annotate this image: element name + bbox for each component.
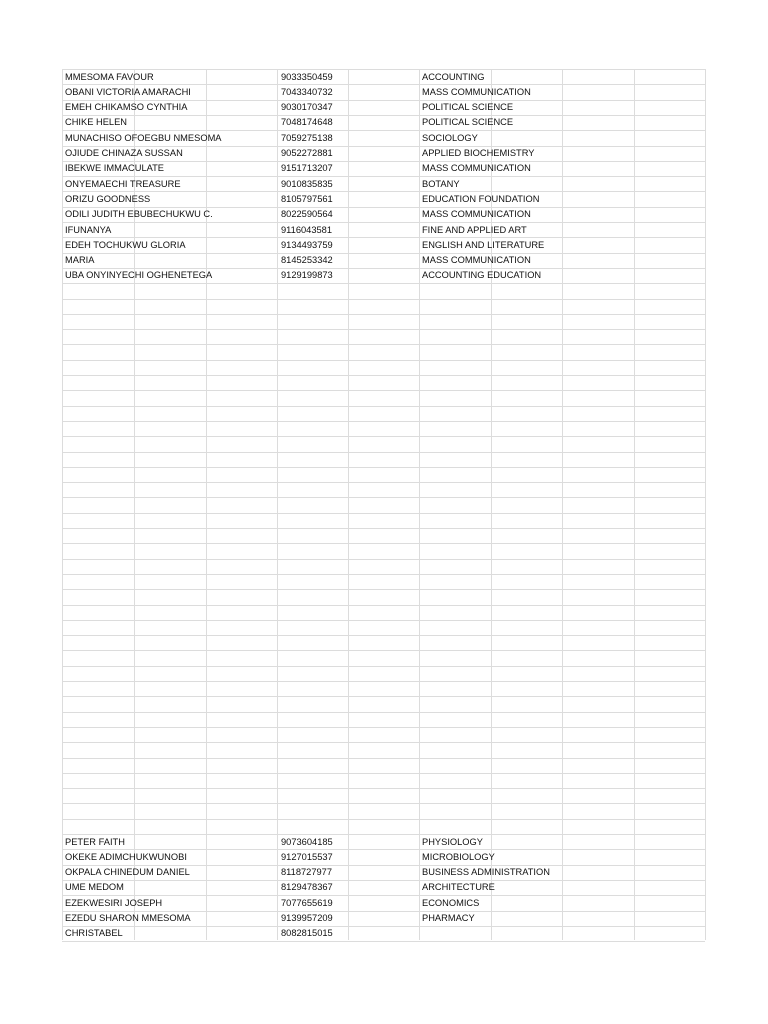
name-cell[interactable]: ONYEMAECHI TREASURE	[65, 178, 181, 189]
phone-cell[interactable]: 9139957209	[281, 913, 333, 923]
grid-column-line	[277, 69, 278, 940]
department-cell[interactable]: APPLIED BIOCHEMISTRY	[422, 148, 535, 158]
name-cell[interactable]: UBA ONYINYECHI OGHENETEGA	[65, 270, 213, 281]
grid-row-line	[62, 406, 705, 407]
grid-row-line	[62, 635, 705, 636]
grid-row-line	[62, 482, 705, 483]
department-cell[interactable]: MASS COMMUNICATION	[422, 163, 531, 174]
name-cell[interactable]: IFUNANYA	[65, 224, 112, 235]
department-cell[interactable]: ARCHITECTURE	[422, 882, 495, 893]
grid-row-line	[62, 314, 705, 315]
phone-cell[interactable]: 9129199873	[281, 270, 333, 281]
grid-row-line	[62, 742, 705, 743]
phone-cell[interactable]: 8129478367	[281, 882, 333, 893]
name-cell[interactable]: MMESOMA FAVOUR	[65, 71, 154, 82]
phone-cell[interactable]: 9127015537	[281, 851, 333, 862]
grid-column-line	[634, 69, 635, 940]
name-cell[interactable]: MUNACHISO OFOEGBU NMESOMA	[65, 132, 222, 143]
grid-row-line	[62, 773, 705, 774]
phone-cell[interactable]: 7059275138	[281, 132, 333, 143]
grid-row-line	[62, 727, 705, 728]
grid-row-line	[62, 452, 705, 453]
grid-row-line	[62, 941, 705, 942]
phone-cell[interactable]: 8022590564	[281, 209, 333, 220]
grid-row-line	[62, 803, 705, 804]
grid-column-line	[206, 69, 207, 940]
grid-row-line	[62, 513, 705, 514]
grid-row-line	[62, 559, 705, 560]
grid-row-line	[62, 390, 705, 391]
grid-row-line	[62, 543, 705, 544]
name-cell[interactable]: EMEH CHIKAMSO CYNTHIA	[65, 102, 188, 113]
grid-row-line	[62, 589, 705, 590]
department-cell[interactable]: FINE AND APPLIED ART	[422, 224, 527, 235]
department-cell[interactable]: BOTANY	[422, 178, 460, 189]
name-cell[interactable]: EDEH TOCHUKWU GLORIA	[65, 239, 186, 250]
grid-row-line	[62, 467, 705, 468]
grid-row-line	[62, 819, 705, 820]
name-cell[interactable]: ODILI JUDITH EBUBECHUKWU C.	[65, 209, 213, 220]
department-cell[interactable]: ACCOUNTING EDUCATION	[422, 270, 542, 281]
grid-row-line	[62, 528, 705, 529]
department-cell[interactable]: ENGLISH AND LITERATURE	[422, 239, 545, 250]
phone-cell[interactable]: 8082815015	[281, 928, 333, 939]
department-cell[interactable]: PHARMACY	[422, 913, 475, 923]
grid-row-line	[62, 360, 705, 361]
grid-column-line	[705, 69, 706, 940]
grid-row-line	[62, 299, 705, 300]
name-cell[interactable]: EZEDU SHARON MMESOMA	[65, 913, 191, 923]
department-cell[interactable]: POLITICAL SCIENCE	[422, 117, 514, 128]
phone-cell[interactable]: 9030170347	[281, 102, 333, 113]
grid-column-line	[562, 69, 563, 940]
grid-row-line	[62, 69, 705, 70]
spreadsheet-grid	[62, 69, 705, 940]
grid-row-line	[62, 788, 705, 789]
name-cell[interactable]: OKEKE ADIMCHUKWUNOBI	[65, 851, 187, 862]
department-cell[interactable]: MASS COMMUNICATION	[422, 255, 531, 266]
grid-column-line	[419, 69, 420, 940]
grid-row-line	[62, 666, 705, 667]
phone-cell[interactable]: 8105797561	[281, 193, 333, 204]
phone-cell[interactable]: 9010835835	[281, 178, 333, 189]
grid-row-line	[62, 834, 705, 835]
name-cell[interactable]: ORIZU GOODNESS	[65, 193, 151, 204]
name-cell[interactable]: CHIKE HELEN	[65, 117, 127, 128]
phone-cell[interactable]: 9151713207	[281, 163, 333, 174]
phone-cell[interactable]: 9134493759	[281, 239, 333, 250]
phone-cell[interactable]: 9073604185	[281, 836, 333, 847]
grid-row-line	[62, 344, 705, 345]
name-cell[interactable]: OKPALA CHINEDUM DANIEL	[65, 867, 190, 878]
grid-row-line	[62, 421, 705, 422]
name-cell[interactable]: IBEKWE IMMACULATE	[65, 163, 165, 174]
phone-cell[interactable]: 9116043581	[281, 224, 333, 235]
grid-row-line	[62, 436, 705, 437]
department-cell[interactable]: MASS COMMUNICATION	[422, 86, 531, 97]
name-cell[interactable]: MARIA	[65, 255, 95, 266]
department-cell[interactable]: EDUCATION FOUNDATION	[422, 193, 540, 204]
department-cell[interactable]: MICROBIOLOGY	[422, 851, 495, 862]
department-cell[interactable]: PHYSIOLOGY	[422, 836, 483, 847]
phone-cell[interactable]: 7048174648	[281, 117, 333, 128]
grid-row-line	[62, 650, 705, 651]
name-cell[interactable]: PETER FAITH	[65, 836, 125, 847]
name-cell[interactable]: CHRISTABEL	[65, 928, 123, 939]
department-cell[interactable]: BUSINESS ADMINISTRATION	[422, 867, 550, 878]
name-cell[interactable]: OBANI VICTORIA AMARACHI	[65, 86, 191, 97]
grid-column-line	[348, 69, 349, 940]
name-cell[interactable]: UME MEDOM	[65, 882, 124, 893]
phone-cell[interactable]: 8118727977	[281, 867, 333, 878]
department-cell[interactable]: SOCIOLOGY	[422, 132, 478, 143]
grid-row-line	[62, 497, 705, 498]
phone-cell[interactable]: 8145253342	[281, 255, 333, 266]
name-cell[interactable]: EZEKWESIRI JOSEPH	[65, 897, 163, 908]
department-cell[interactable]: ACCOUNTING	[422, 71, 485, 82]
department-cell[interactable]: ECONOMICS	[422, 897, 480, 908]
department-cell[interactable]: POLITICAL SCIENCE	[422, 102, 514, 113]
phone-cell[interactable]: 9052272881	[281, 148, 333, 158]
grid-row-line	[62, 681, 705, 682]
grid-row-line	[62, 620, 705, 621]
grid-row-line	[62, 758, 705, 759]
phone-cell[interactable]: 7077655619	[281, 897, 333, 908]
grid-row-line	[62, 375, 705, 376]
grid-row-line	[62, 712, 705, 713]
grid-row-line	[62, 329, 705, 330]
grid-column-line	[62, 69, 63, 940]
grid-row-line	[62, 605, 705, 606]
phone-cell[interactable]: 7043340732	[281, 86, 333, 97]
grid-row-line	[62, 574, 705, 575]
phone-cell[interactable]: 9033350459	[281, 71, 333, 82]
name-cell[interactable]: OJIUDE CHINAZA SUSSAN	[65, 148, 183, 158]
department-cell[interactable]: MASS COMMUNICATION	[422, 209, 531, 220]
grid-row-line	[62, 696, 705, 697]
